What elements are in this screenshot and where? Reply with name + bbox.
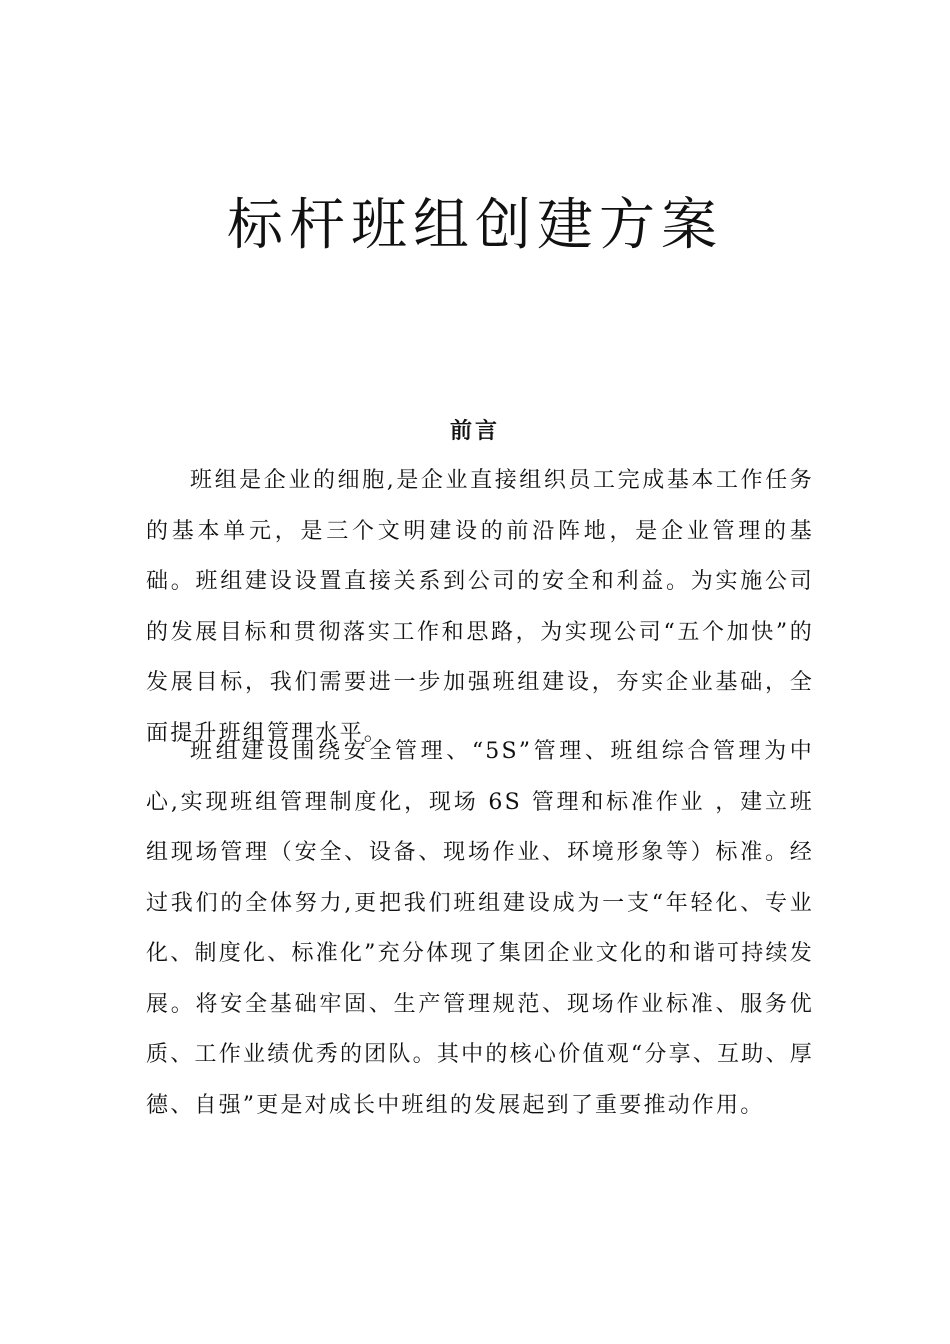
body-paragraph: 班组建设围绕安全管理、“5S”管理、班组综合管理为中心,实现班组管理制度化，现场 6S 管理和标准作业 ，建立班组现场管理（安全、设备、现场作业、环境形象等）标准。经过我们的全体努力,更把我们班组建设成为一支“年轻化、专业化、制度化、标准化”充分体现了集团企业文化的和谐可持续发展。将安全基础牢固、生产管理规范、现场作业标准、服务优质、工作业绩优秀的团队。其中的核心价值观“分享、互助、厚德、自强”更是对成长中班组的发展起到了重要推动作用。 (146, 739, 814, 1118)
section-heading: 前言 (449, 418, 500, 444)
body-paragraph: 班组是企业的细胞,是企业直接组织员工完成基本工作任务的基本单元，是三个文明建设的前沿阵地，是企业管理的基础。班组建设设置直接关系到公司的安全和利益。为实施公司的发展目标和贯彻落实工作和思路，为实现公司“五个加快”的发展目标，我们需要进一步加强班组建设，夯实企业基础，全面提升班组管理水平。 (146, 468, 814, 746)
document-title: 标杆班组创建方案 (227, 193, 723, 258)
